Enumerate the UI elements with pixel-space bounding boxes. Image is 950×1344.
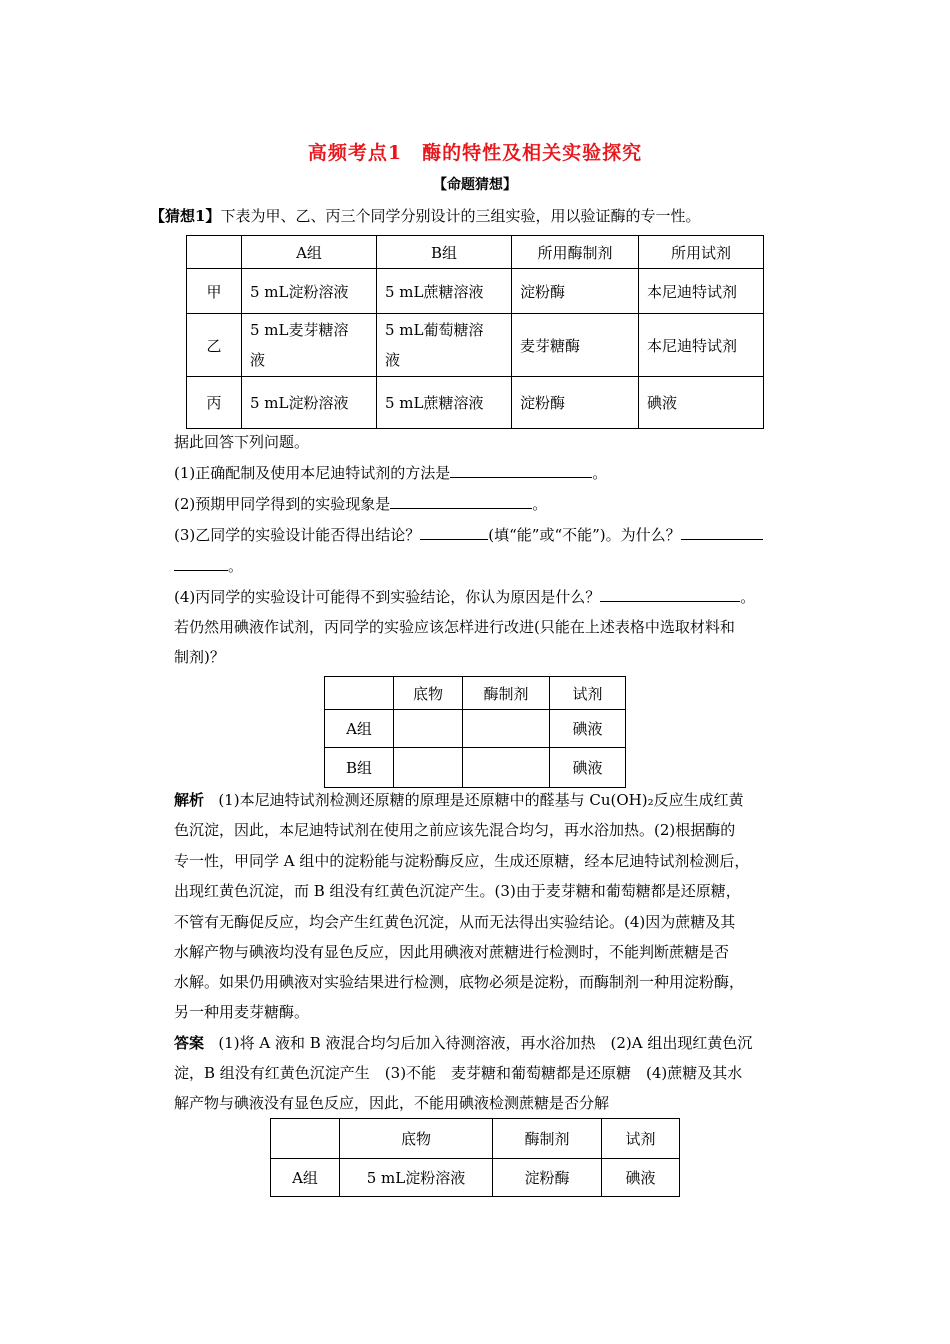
- question-4b-line2: 制剂)？: [174, 648, 225, 666]
- answer-blank: [390, 494, 532, 509]
- question-3-mid: (填“能”或“不能”)。为什么？: [488, 526, 681, 544]
- answer-lead: 据此回答下列问题。: [174, 433, 310, 451]
- table-cell: 碘液: [550, 748, 626, 788]
- table-header-cell: 试剂: [602, 1119, 680, 1159]
- question-3-cont: [174, 556, 243, 576]
- question-2: [174, 494, 547, 514]
- table-header-cell: 底物: [394, 677, 463, 710]
- improvement-table: [324, 676, 626, 788]
- answer-text: (1)将 A 液和 B 液混合均匀后加入待测溶液，再水浴加热 (2)A 组出现红黄色沉: [218, 1034, 753, 1052]
- analysis-line: [174, 790, 744, 810]
- table-cell: 甲: [187, 269, 242, 314]
- table-cell: 淀粉酶: [493, 1159, 602, 1197]
- table-cell: [394, 748, 463, 788]
- question-1: [174, 463, 607, 483]
- table-header-row: [271, 1119, 680, 1159]
- cell-text-line: 5 mL麦芽糖溶: [250, 321, 349, 339]
- table-cell: 碘液: [550, 710, 626, 748]
- table-cell: 5 mL蔗糖溶液: [377, 377, 512, 429]
- table-cell: 碘液: [602, 1159, 680, 1197]
- table-header-cell: [271, 1119, 340, 1159]
- table-cell: [377, 314, 512, 377]
- table-cell: 5 mL蔗糖溶液: [377, 269, 512, 314]
- table-header-cell: 所用酶制剂: [512, 236, 639, 269]
- question-4b-line1: 若仍然用碘液作试剂，丙同学的实验应该怎样进行改进(只能在上述表格中选取材料和: [174, 618, 735, 636]
- analysis-label: 解析: [174, 791, 205, 809]
- table-cell: 5 mL淀粉溶液: [340, 1159, 493, 1197]
- table-cell: A组: [325, 710, 394, 748]
- table-row: [187, 314, 764, 377]
- table-cell: [463, 748, 550, 788]
- analysis-line: 另一种用麦芽糖酶。: [174, 1003, 310, 1021]
- answer-label: 答案: [174, 1034, 205, 1052]
- answer-blank: [174, 556, 228, 571]
- table-cell: 碘液: [639, 377, 764, 429]
- table-cell: 本尼迪特试剂: [639, 314, 764, 377]
- cell-text-line: 液: [250, 351, 266, 369]
- question-4-text: (4)丙同学的实验设计可能得不到实验结论，你认为原因是什么？: [174, 588, 601, 606]
- page-title: 高频考点1 酶的特性及相关实验探究: [307, 142, 643, 164]
- analysis-line: 色沉淀，因此，本尼迪特试剂在使用之前应该先混合均匀，再水浴加热。(2)根据酶的: [174, 821, 736, 839]
- table-header-row: [325, 677, 626, 710]
- table-row: [325, 710, 626, 748]
- table-header-cell: B组: [377, 236, 512, 269]
- question-4: [174, 587, 755, 607]
- question-2-text: (2)预期甲同学得到的实验现象是: [174, 495, 391, 513]
- answer-line: [174, 1033, 752, 1053]
- table-cell: 麦芽糖酶: [512, 314, 639, 377]
- punctuation: 。: [228, 557, 244, 575]
- answer-line: 淀，B 组没有红黄色沉淀产生 (3)不能 麦芽糖和葡萄糖都是还原糖 (4)蔗糖及其水: [174, 1064, 743, 1082]
- answer-table: [270, 1118, 680, 1197]
- answer-line: 解产物与碘液没有显色反应，因此，不能用碘液检测蔗糖是否分解: [174, 1094, 610, 1112]
- table-header-cell: 所用试剂: [639, 236, 764, 269]
- table-row: [187, 377, 764, 429]
- answer-blank: [420, 525, 488, 540]
- table-header-cell: 酶制剂: [463, 677, 550, 710]
- question-label: 【猜想1】: [150, 207, 221, 225]
- analysis-line: 水解。如果仍用碘液对实验结果进行检测，底物必须是淀粉，而酶制剂一种用淀粉酶，: [174, 973, 745, 991]
- punctuation: 。: [592, 464, 608, 482]
- table-header-cell: A组: [242, 236, 377, 269]
- table-cell: [394, 710, 463, 748]
- table-cell: 丙: [187, 377, 242, 429]
- table-header-cell: [187, 236, 242, 269]
- experiment-table: [186, 235, 764, 429]
- question-intro-line: [150, 206, 700, 226]
- question-3: [174, 525, 763, 545]
- analysis-line: 专一性，甲同学 A 组中的淀粉能与淀粉酶反应，生成还原糖，经本尼迪特试剂检测后，: [174, 852, 750, 870]
- question-3-text: (3)乙同学的实验设计能否得出结论？: [174, 526, 421, 544]
- table-header-cell: 底物: [340, 1119, 493, 1159]
- table-cell: [242, 314, 377, 377]
- table-row: [325, 748, 626, 788]
- answer-blank: [600, 587, 740, 602]
- table-header-cell: 酶制剂: [493, 1119, 602, 1159]
- table-cell: B组: [325, 748, 394, 788]
- answer-blank: [681, 525, 763, 540]
- analysis-line: 出现红黄色沉淀，而 B 组没有红黄色沉淀产生。(3)由于麦芽糖和葡萄糖都是还原糖，: [174, 882, 741, 900]
- analysis-line: 水解产物与碘液均没有显色反应，因此用碘液对蔗糖进行检测时，不能判断蔗糖是否: [174, 943, 730, 961]
- analysis-line: 不管有无酶促反应，均会产生红黄色沉淀，从而无法得出实验结论。(4)因为蔗糖及其: [174, 913, 736, 931]
- punctuation: 。: [532, 495, 548, 513]
- table-cell: 淀粉酶: [512, 377, 639, 429]
- table-cell: 5 mL淀粉溶液: [242, 269, 377, 314]
- table-header-cell: 试剂: [550, 677, 626, 710]
- table-cell: 5 mL淀粉溶液: [242, 377, 377, 429]
- section-subtitle: 【命题猜想】: [433, 177, 517, 193]
- table-cell: A组: [271, 1159, 340, 1197]
- question-intro: 下表为甲、乙、丙三个同学分别设计的三组实验，用以验证酶的专一性。: [220, 207, 701, 225]
- table-header-row: [187, 236, 764, 269]
- punctuation: 。: [740, 588, 756, 606]
- answer-blank: [450, 463, 592, 478]
- cell-text-line: 液: [385, 351, 401, 369]
- analysis-text: (1)本尼迪特试剂检测还原糖的原理是还原糖中的醛基与 Cu(OH)₂反应生成红黄: [218, 791, 744, 809]
- table-cell: 乙: [187, 314, 242, 377]
- cell-text-line: 5 mL葡萄糖溶: [385, 321, 484, 339]
- table-cell: 淀粉酶: [512, 269, 639, 314]
- question-1-text: (1)正确配制及使用本尼迪特试剂的方法是: [174, 464, 451, 482]
- table-row: [271, 1159, 680, 1197]
- table-header-cell: [325, 677, 394, 710]
- table-cell: [463, 710, 550, 748]
- table-cell: 本尼迪特试剂: [639, 269, 764, 314]
- table-row: [187, 269, 764, 314]
